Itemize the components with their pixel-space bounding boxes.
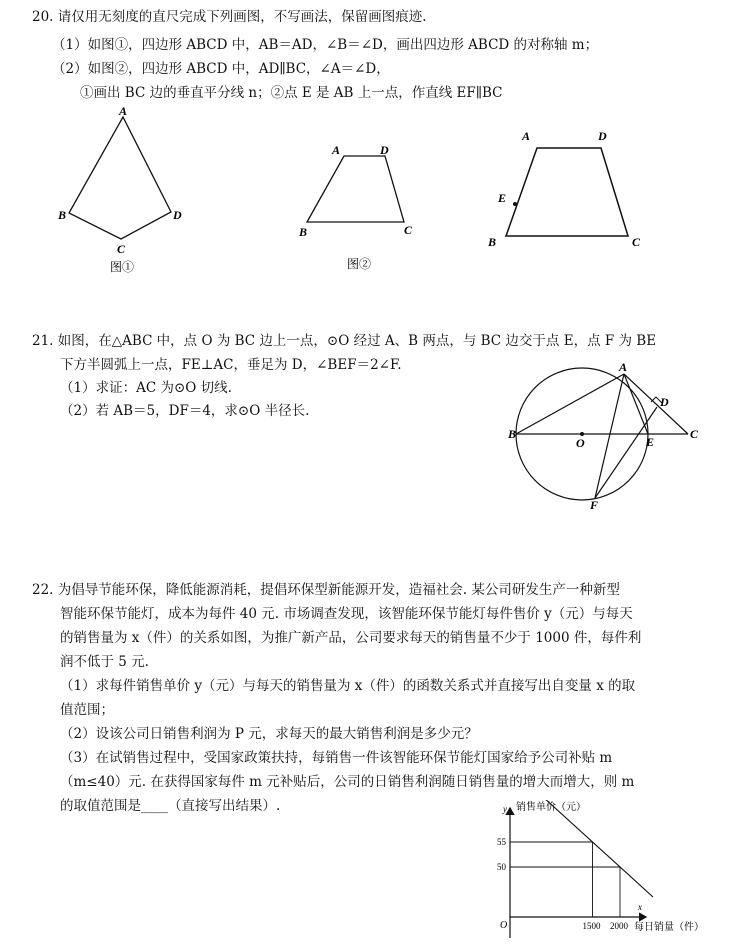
- q20-part2-sub: ①画出 BC 边的垂直平分线 n；②点 E 是 AB 上一点，作直线 EF∥BC: [80, 85, 503, 101]
- fig21-label-e: E: [646, 435, 655, 449]
- y-axis-label: 销售单价（元）: [516, 802, 586, 813]
- q22-part1: （1）求每件销售单价 y（元）与每天的销售量为 x（件）的函数关系式并直接写出自变量 x 的取: [60, 678, 636, 694]
- q22-stem-2: 智能环保节能灯，成本为每件 40 元. 市场调查发现，该智能环保节能灯每件售价 y（元）与每天: [60, 606, 633, 622]
- x-tick-label: 2000: [610, 921, 628, 931]
- segment-ab: [516, 374, 624, 434]
- segment-ac: [624, 374, 688, 434]
- q20-figure-1: [55, 103, 190, 278]
- q22-part2: （2）设该公司日销售利润为 P 元，求每天的最大销售利润是多少元？: [60, 726, 478, 742]
- segment-fd: [595, 407, 657, 498]
- fig2-label-a: A: [332, 143, 341, 157]
- fig2-caption: 图②: [347, 257, 372, 271]
- q22-part3: （3）在试销售过程中，受国家政策扶持，每销售一件该智能环保节能灯国家给予公司补贴 m: [60, 750, 613, 766]
- q22-part1-cont: 值范围；: [60, 702, 114, 718]
- fig3-label-b: B: [488, 235, 497, 249]
- trapezoid-large: [506, 148, 628, 236]
- x-axis-symbol: x: [638, 902, 642, 912]
- fig2-label-d: D: [380, 143, 389, 157]
- q21-figure: [500, 358, 710, 518]
- fig1-label-b: B: [58, 208, 67, 222]
- fig2-label-c: C: [404, 223, 413, 237]
- q22-stem-1: 22. 为倡导节能环保，降低能源消耗，提倡环保型新能源开发，造福社会. 某公司研发生产一种新型: [32, 582, 620, 598]
- fig21-label-d: D: [660, 395, 669, 409]
- fig1-caption: 图①: [110, 260, 135, 274]
- fig1-label-a: A: [119, 104, 128, 118]
- segment-af: [595, 374, 624, 498]
- q21-stem: 21. 如图，在△ABC 中，点 O 为 BC 边上一点，⊙O 经过 A、B 两点，与 BC 边交于点 E，点 F 为 BE: [32, 333, 657, 349]
- y-tick-label: 55: [497, 837, 506, 847]
- fig1-label-c: C: [117, 242, 126, 256]
- q21-part2: （2）若 AB＝5，DF＝4，求⊙O 半径长.: [60, 403, 310, 419]
- fig3-label-e: E: [498, 191, 507, 205]
- fig3-label-a: A: [522, 129, 531, 143]
- fig1-label-d: D: [173, 208, 182, 222]
- series-line: [510, 800, 653, 897]
- fig21-label-c: C: [690, 427, 699, 441]
- fig21-label-o: O: [576, 436, 585, 450]
- kite-quadrilateral: [69, 117, 171, 239]
- q21-stem-cont: 下方半圆弧上一点，FE⊥AC，垂足为 D，∠BEF＝2∠F.: [60, 357, 402, 373]
- q22-chart: [488, 800, 728, 950]
- q22-part3-answer: 的取值范围是____（直接写出结果）.: [60, 798, 281, 814]
- origin-label: O: [500, 920, 508, 931]
- q20-part1: （1）如图①，四边形 ABCD 中，AB＝AD，∠B＝∠D，画出四边形 ABCD 的对称轴 m；: [52, 37, 599, 53]
- q20-figure-3: [480, 122, 655, 257]
- x-axis-label: 每日销量（件）: [634, 922, 704, 933]
- q20-stem: 20. 请仅用无刻度的直尺完成下列画图，不写画法，保留画图痕迹.: [32, 9, 427, 25]
- y-tick-label: 50: [497, 862, 506, 872]
- fig2-label-b: B: [299, 225, 308, 239]
- trapezoid-small: [307, 156, 404, 222]
- fig3-label-c: C: [632, 235, 641, 249]
- q21-part1: （1）求证：AC 为⊙O 切线.: [60, 380, 232, 396]
- fig21-label-f: F: [590, 498, 599, 512]
- q22-part3-cont: （m≤40）元. 在获得国家每件 m 元补贴后，公司的日销售利润随日销售量的增大而增大，则 m: [60, 774, 635, 790]
- q22-stem-4: 润不低于 5 元.: [60, 654, 149, 670]
- q22-stem-3: 的销售量为 x（件）的关系如图，为推广新产品，公司要求每天的销售量不少于 1000 件，每件利: [60, 630, 642, 646]
- q20-part2: （2）如图②，四边形 ABCD 中，AD∥BC，∠A＝∠D，: [52, 61, 390, 77]
- y-axis-symbol: y: [503, 804, 507, 814]
- fig3-label-d: D: [598, 129, 607, 143]
- point-e: [513, 202, 517, 206]
- fig21-label-a: A: [619, 360, 628, 374]
- fig21-label-b: B: [508, 427, 517, 441]
- q20-figure-2: [290, 140, 425, 275]
- x-tick-label: 1500: [582, 921, 601, 931]
